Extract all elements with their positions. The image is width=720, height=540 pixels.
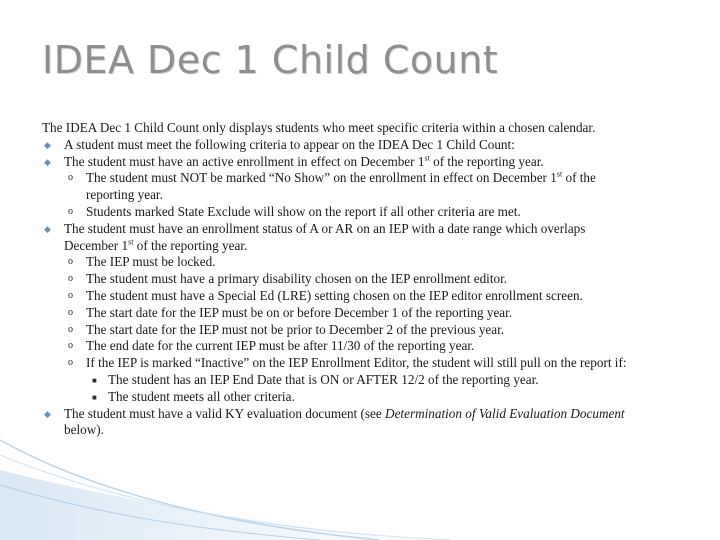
ordinal-suffix: st xyxy=(556,170,563,179)
list-item-text: December 1 xyxy=(64,237,129,253)
list-item-text: The student must have a Special Ed (LRE) setting chosen on the IEP editor enrollment screen. xyxy=(86,287,583,303)
document-reference: Determination of Valid Evaluation Document xyxy=(385,405,625,421)
list-item-continuation xyxy=(42,238,682,255)
list-item-text: The start date for the IEP must be on or before December 1 of the reporting year. xyxy=(86,304,513,320)
list-item-text: The start date for the IEP must not be prior to December 2 of the previous year. xyxy=(86,321,505,337)
diamond-bullet-icon: ◆ xyxy=(44,139,51,150)
circle-bullet-icon: o xyxy=(68,289,73,301)
list-item-text: The student must have a primary disability chosen on the IEP enrollment editor. xyxy=(86,271,508,287)
circle-bullet-icon: o xyxy=(68,256,73,268)
list-item xyxy=(42,322,682,339)
circle-bullet-icon: o xyxy=(68,273,73,285)
list-item xyxy=(42,254,682,271)
list-item-text: The student must have an enrollment status of A or AR on an IEP with a date range which overlaps xyxy=(64,220,586,236)
list-item-text: A student must meet the following criteria to appear on the IDEA Dec 1 Child Count: xyxy=(64,136,515,152)
list-item xyxy=(42,372,682,389)
list-item-text: of the reporting year. xyxy=(133,237,248,253)
list-item xyxy=(42,154,682,171)
list-item xyxy=(42,288,682,305)
list-item-text: The student must NOT be marked “No Show” on the enrollment in effect on December 1 xyxy=(86,170,557,186)
diamond-bullet-icon: ◆ xyxy=(44,156,51,167)
list-item xyxy=(42,338,682,355)
circle-bullet-icon: o xyxy=(68,340,73,352)
intro-text: The IDEA Dec 1 Child Count only displays students who meet specific criteria within a chosen calendar. xyxy=(42,120,596,135)
list-item-continuation: reporting year. xyxy=(86,187,163,203)
circle-bullet-icon: o xyxy=(68,323,73,335)
list-item-text: The student must have a valid KY evaluation document (see xyxy=(64,405,386,421)
circle-bullet-icon: o xyxy=(68,306,73,318)
list-item xyxy=(42,389,682,406)
list-item-text: of the reporting year. xyxy=(429,153,544,169)
list-item-continuation: below). xyxy=(64,422,104,438)
list-item xyxy=(42,137,682,154)
list-item-text: of the xyxy=(562,170,596,186)
list-item xyxy=(42,271,682,288)
list-item-text: The student has an IEP End Date that is ON or AFTER 12/2 of the reporting year. xyxy=(108,371,539,387)
slide-title: IDEA Dec 1 Child Count xyxy=(42,38,499,82)
list-item-text: The student must have an active enrollment in effect on December 1 xyxy=(64,153,425,169)
list-item-text: If the IEP is marked “Inactive” on the IEP Enrollment Editor, the student will still pull on the report if: xyxy=(86,355,627,371)
circle-bullet-icon: o xyxy=(68,357,73,369)
list-item xyxy=(42,406,682,423)
list-item xyxy=(42,355,682,372)
list-item-text: The student meets all other criteria. xyxy=(108,388,295,404)
diamond-bullet-icon: ◆ xyxy=(44,408,51,419)
ordinal-suffix: st xyxy=(128,237,134,247)
list-item xyxy=(42,204,682,221)
ordinal-suffix: st xyxy=(424,153,430,163)
diamond-bullet-icon: ◆ xyxy=(44,223,51,234)
corner-decoration xyxy=(0,430,720,540)
list-item xyxy=(42,305,682,322)
slide-body xyxy=(42,120,682,439)
list-item-text: The IEP must be locked. xyxy=(86,254,216,270)
circle-bullet-icon: o xyxy=(68,172,73,184)
list-item-text: Students marked State Exclude will show on the report if all other criteria are met. xyxy=(86,203,521,219)
list-item xyxy=(42,221,682,238)
list-item-text: The end date for the current IEP must be after 11/30 of the reporting year. xyxy=(86,338,475,354)
square-bullet-icon: ■ xyxy=(92,375,97,385)
list-item xyxy=(42,170,682,187)
circle-bullet-icon: o xyxy=(68,205,73,217)
square-bullet-icon: ■ xyxy=(92,392,97,402)
